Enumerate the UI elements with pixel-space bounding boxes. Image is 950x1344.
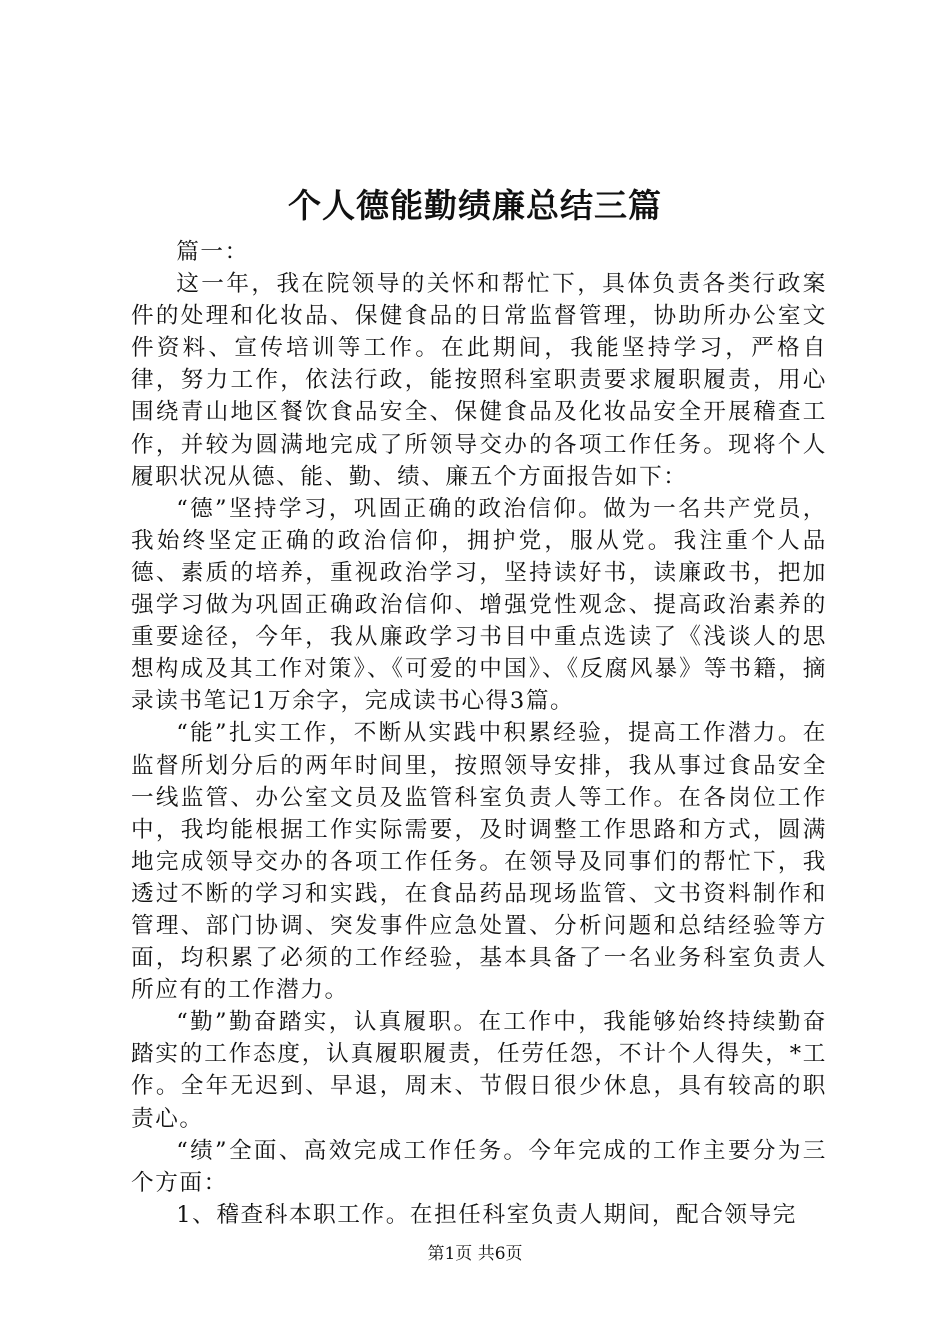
paragraph-intro: 这一年，我在院领导的关怀和帮忙下，具体负责各类行政案件的处理和化妆品、保健食品的日常监督管理，协助所办公室文件资料、宣传培训等工作。在此期间，我能坚持学习，严格自律，努力工作，依法行政，能按照科室职责要求履职履责，用心围绕青山地区餐饮食品安全、保健食品及化妆品安全开展稽查工作，并较为圆满地完成了所领导交办的各项工作任务。现将个人履职状况从德、能、勤、绩、廉五个方面报告如下： xyxy=(131,271,827,490)
section-label: 篇一： xyxy=(176,239,249,265)
paragraph-de: “德”坚持学习，巩固正确的政治信仰。做为一名共产党员，我始终坚定正确的政治信仰，拥护党，服从党。我注重个人品德、素质的培养，重视政治学习，坚持读好书，读廉政书，把加强学习做为巩固正确政治信仰、增强党性观念、提高政治素养的重要途径，今年，我从廉政学习书目中重点选读了《浅谈人的思想构成及其工作对策》、《可爱的中国》、《反腐风暴》等书籍，摘录读书笔记1万余字，完成读书心得3篇。 xyxy=(131,495,827,715)
paragraph-item-1: 1、稽查科本职工作。在担任科室负责人期间，配合领导完 xyxy=(176,1201,798,1228)
page-footer: 第1页 共6页 xyxy=(427,1244,523,1264)
document-body xyxy=(131,236,827,1231)
paragraph-ji: “绩”全面、高效完成工作任务。今年完成的工作主要分为三个方面： xyxy=(131,1137,827,1196)
document-title: 个人德能勤绩廉总结三篇 xyxy=(288,186,662,225)
paragraph-qin: “勤”勤奋踏实，认真履职。在工作中，我能够始终持续勤奋踏实的工作态度，认真履职履责，任劳任怨，不计个人得失，*工作。全年无迟到、早退，周末、节假日很少休息，具有较高的职责心。 xyxy=(131,1009,827,1132)
paragraph-neng: “能”扎实工作，不断从实践中积累经验，提高工作潜力。在监督所划分后的两年时间里，按照领导安排，我从事过食品安全一线监管、办公室文员及监管科室负责人等工作。在各岗位工作中，我均能根据工作实际需要，及时调整工作思路和方式，圆满地完成领导交办的各项工作任务。在领导及同事们的帮忙下，我透过不断的学习和实践，在食品药品现场监管、文书资料制作和管理、部门协调、突发事件应急处置、分析问题和总结经验等方面，均积累了必须的工作经验，基本具备了一名业务科室负责人所应有的工作潜力。 xyxy=(131,720,827,1004)
